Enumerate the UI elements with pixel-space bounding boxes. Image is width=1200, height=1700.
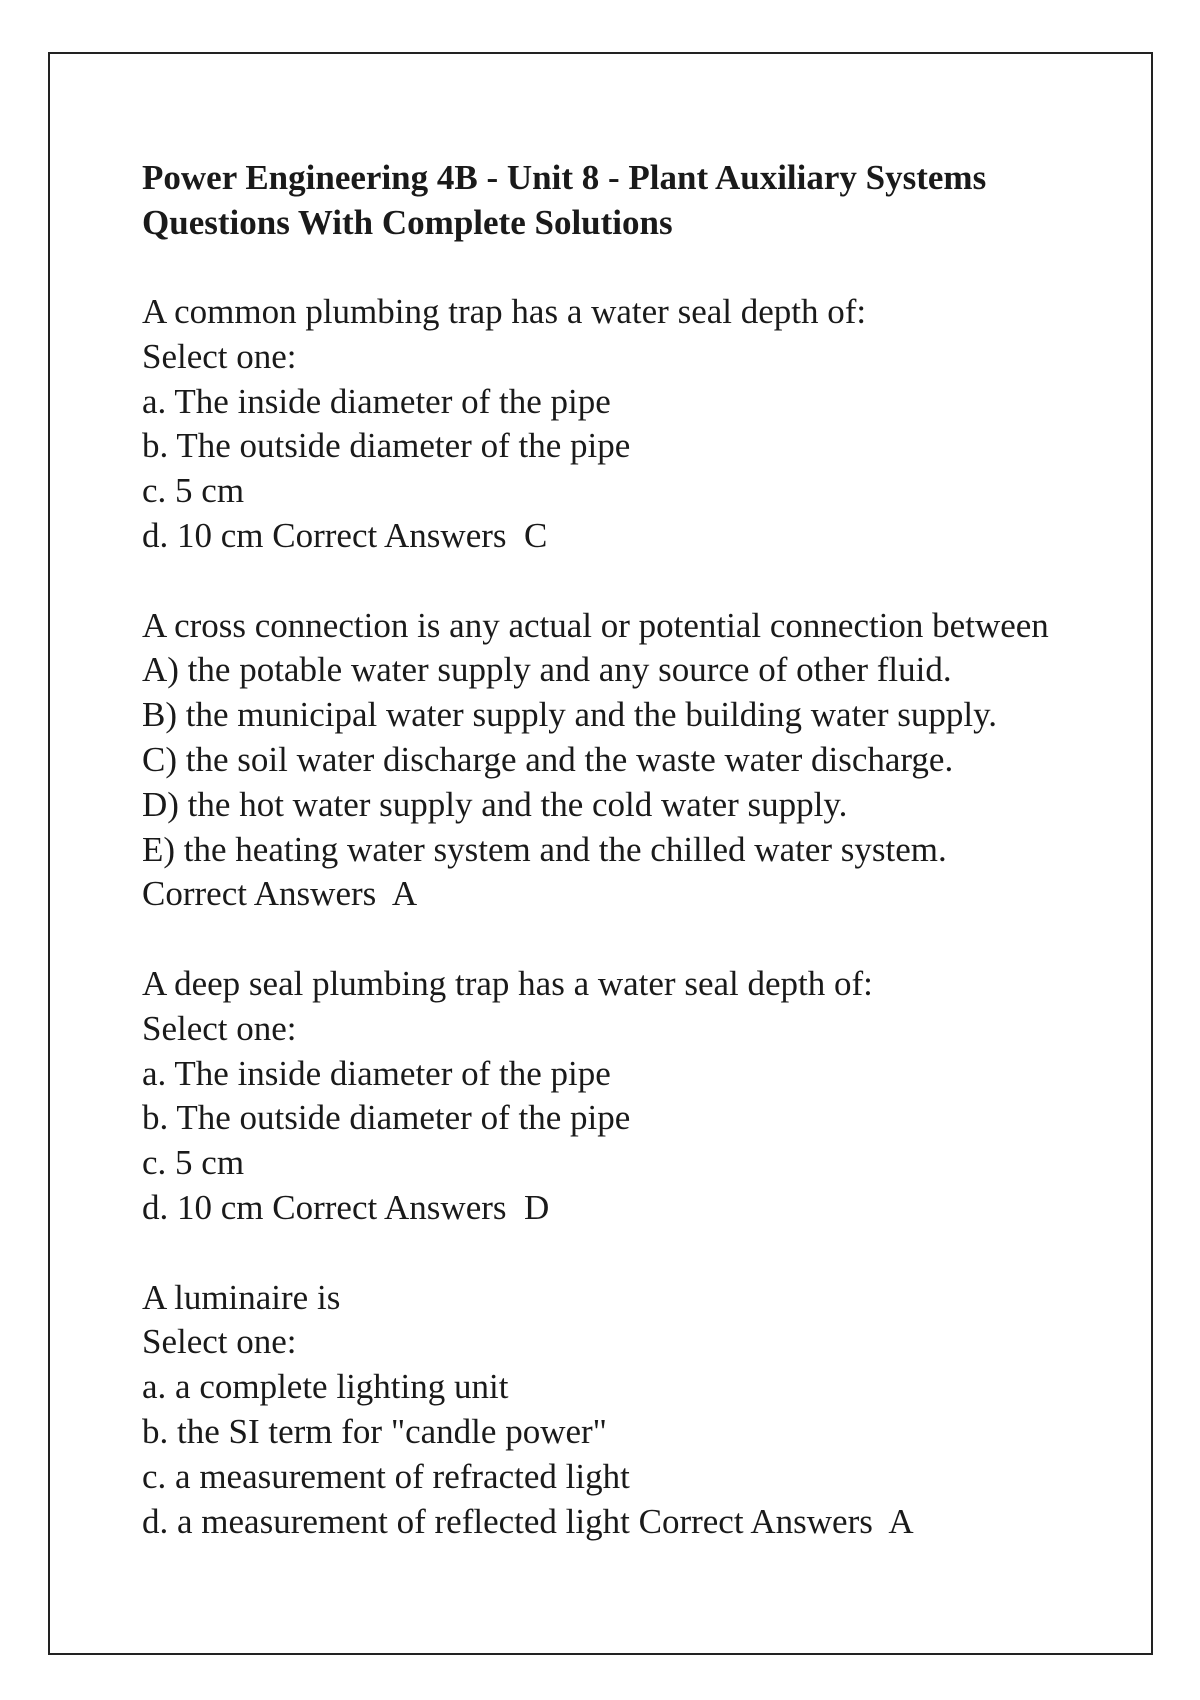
correct-answer: Correct Answers A: [142, 874, 418, 914]
answer-option: C) the soil water discharge and the waste water discharge.: [142, 739, 954, 779]
title-line: Questions With Complete Solutions: [142, 203, 673, 242]
answer-option-with-correct-answer: d. a measurement of reflected light Correct Answers A: [142, 1501, 914, 1541]
question-instruction: Select one:: [142, 336, 297, 376]
question-block: [142, 290, 1132, 559]
answer-option: A) the potable water supply and any source of other fluid.: [142, 650, 952, 690]
answer-option: a. The inside diameter of the pipe: [142, 381, 611, 421]
answer-option: b. The outside diameter of the pipe: [142, 426, 631, 466]
answer-option: c. a measurement of refracted light: [142, 1456, 630, 1496]
question-instruction: Select one:: [142, 1008, 297, 1048]
answer-option: c. 5 cm: [142, 471, 245, 511]
title-line: Power Engineering 4B - Unit 8 - Plant Auxiliary Systems: [142, 158, 987, 197]
question-text: A common plumbing trap has a water seal depth of:: [142, 292, 867, 331]
question-text: A luminaire is: [142, 1277, 341, 1317]
question-instruction: Select one:: [142, 1322, 297, 1362]
question-block: [142, 962, 1132, 1231]
document-title: [142, 155, 1132, 245]
answer-option: b. The outside diameter of the pipe: [142, 1098, 631, 1138]
answer-option-with-correct-answer: d. 10 cm Correct Answers D: [142, 1187, 550, 1227]
question-block: [142, 604, 1132, 918]
question-text: A deep seal plumbing trap has a water seal depth of:: [142, 963, 873, 1003]
document-body: [142, 155, 1132, 1589]
answer-option-with-correct-answer: d. 10 cm Correct Answers C: [142, 515, 548, 555]
answer-option: a. a complete lighting unit: [142, 1367, 509, 1407]
answer-option: a. The inside diameter of the pipe: [142, 1053, 611, 1093]
answer-option: c. 5 cm: [142, 1143, 245, 1183]
answer-option: B) the municipal water supply and the building water supply.: [142, 695, 998, 735]
answer-option: E) the heating water system and the chilled water system.: [142, 829, 947, 869]
answer-option: D) the hot water supply and the cold water supply.: [142, 784, 848, 824]
answer-option: b. the SI term for "candle power": [142, 1411, 607, 1451]
question-block: [142, 1276, 1132, 1545]
question-text: A cross connection is any actual or potential connection between: [142, 605, 1049, 645]
